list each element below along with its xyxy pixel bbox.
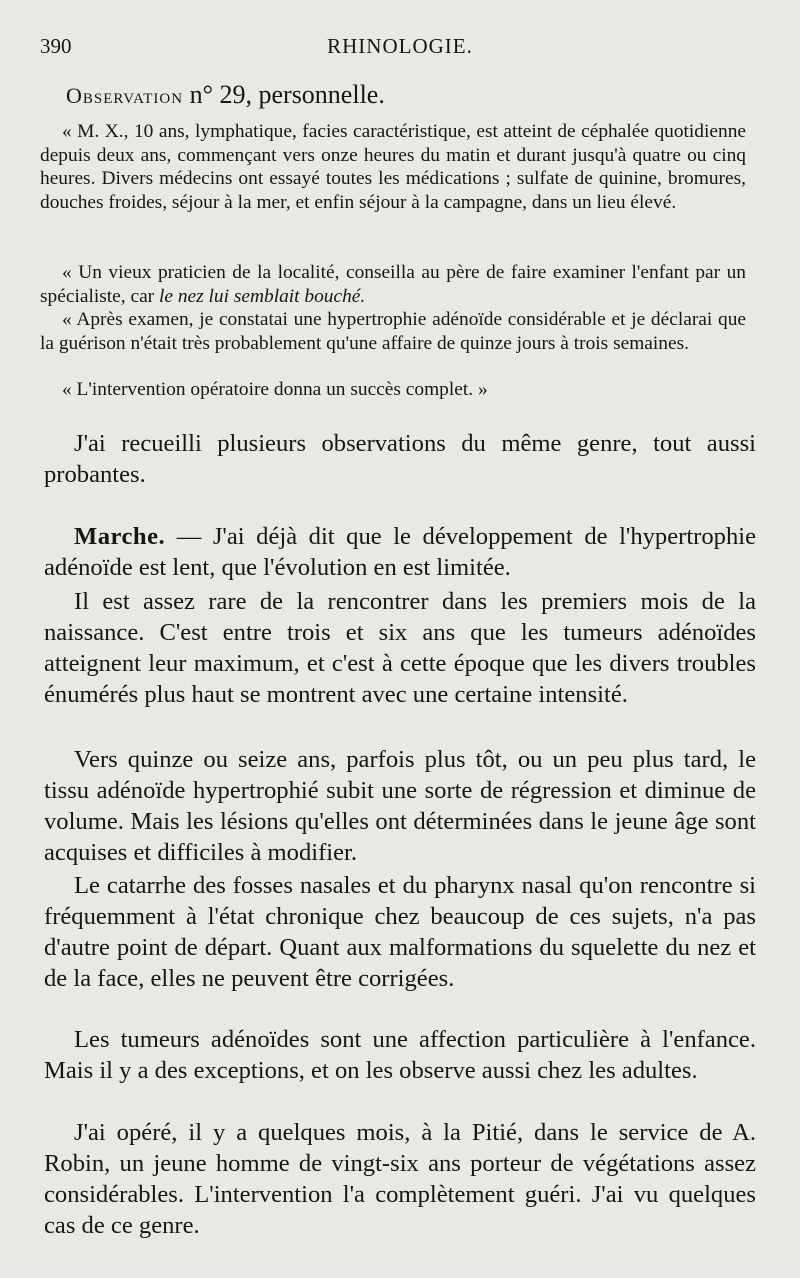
observation-number: n° 29, personnelle. bbox=[189, 80, 385, 109]
page-number: 390 bbox=[40, 34, 72, 58]
quote-paragraph-2-italic: le nez lui semblait bouché. bbox=[159, 285, 366, 307]
body-paragraph-4: Vers quinze ou seize ans, parfois plus tôt, ou un peu plus tard, le tissu adénoïde hypertrophié subit une sorte de régression et diminue de volume. Mais les lésions qu'elles ont déterminées dans le jeune âge sont acquises et difficiles à modifier. bbox=[44, 746, 756, 866]
running-title: RHINOLOGIE. bbox=[327, 34, 473, 58]
quote-paragraph-1: « M. X., 10 ans, lymphatique, facies caractéristique, est atteint de céphalée quotidienne depuis deux ans, commençant vers onze heures du matin et durant jusqu'à quatre ou cinq heures. Divers médecins ont essayé toutes les médications ; sulfate de quinine, bromures, douches froides, séjour à la mer, et enfin séjour à la campagne, dans un lieu élevé. bbox=[40, 121, 746, 213]
quote-paragraph-3: « Après examen, je constatai une hypertrophie adénoïde considérable et je déclarai que la guérison n'était très probablement qu'une affaire de quinze jours à trois semaines. bbox=[40, 309, 746, 354]
body-paragraph-7: J'ai opéré, il y a quelques mois, à la Pitié, dans le service de A. Robin, un jeune homme de vingt-six ans porteur de végétations assez considérables. L'intervention l'a complètement guéri. J'ai vu quelques cas de ce genre. bbox=[44, 1119, 756, 1239]
observation-heading bbox=[66, 80, 385, 110]
observation-label: Observation bbox=[66, 83, 184, 108]
quote-paragraph-4: « L'intervention opératoire donna un succès complet. » bbox=[62, 379, 488, 400]
body-paragraph-1: J'ai recueilli plusieurs observations du même genre, tout aussi probantes. bbox=[44, 430, 756, 488]
quote-paragraph-2 bbox=[40, 261, 746, 308]
body-paragraph-3: Il est assez rare de la rencontrer dans les premiers mois de la naissance. C'est entre trois et six ans que les tumeurs adénoïdes atteignent leur maximum, et c'est à cette époque que les divers troubles énumérés plus haut se montrent avec une certaine intensité. bbox=[44, 588, 756, 708]
body-paragraph-5: Le catarrhe des fosses nasales et du pharynx nasal qu'on rencontre si fréquemment à l'état chronique chez beaucoup de ces sujets, n'a pas d'autre point de départ. Quant aux malformations du squelette du nez et de la face, elles ne peuvent être corrigées. bbox=[44, 872, 756, 992]
marche-paragraph bbox=[44, 521, 756, 583]
quote-paragraph-2-text: « Un vieux praticien de la localité, conseilla au père de faire examiner l'enfant par un spécialiste, car bbox=[40, 262, 746, 307]
running-header bbox=[40, 34, 760, 60]
body-paragraph-6: Les tumeurs adénoïdes sont une affection particulière à l'enfance. Mais il y a des exceptions, et on les observe aussi chez les adultes. bbox=[44, 1026, 756, 1084]
marche-text: — J'ai déjà dit que le développement de l'hypertrophie adénoïde est lent, que l'évolution en est limitée. bbox=[44, 523, 757, 581]
marche-label: Marche. bbox=[74, 523, 166, 550]
